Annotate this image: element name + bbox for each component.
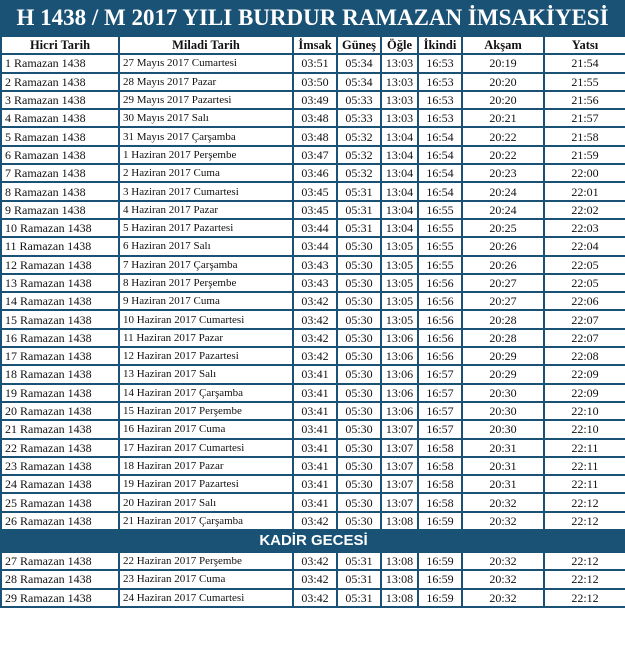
table-row — [1, 54, 625, 72]
table-cell: 13:04 — [381, 127, 418, 145]
table-cell: 14 Ramazan 1438 — [1, 292, 119, 310]
table-cell: 22:11 — [544, 439, 625, 457]
table-cell: 22:09 — [544, 365, 625, 383]
table-cell: 22 Ramazan 1438 — [1, 439, 119, 457]
table-cell: 03:48 — [293, 109, 337, 127]
table-row — [1, 292, 625, 310]
table-cell: 03:45 — [293, 182, 337, 200]
table-cell: 20:32 — [462, 589, 544, 607]
table-cell: 22:12 — [544, 552, 625, 570]
table-cell: 20:32 — [462, 552, 544, 570]
table-cell: 13:04 — [381, 219, 418, 237]
table-cell: 03:41 — [293, 475, 337, 493]
table-cell: 23 Ramazan 1438 — [1, 457, 119, 475]
table-row — [1, 512, 625, 530]
table-cell: 13:06 — [381, 384, 418, 402]
table-cell: 20:27 — [462, 274, 544, 292]
table-cell: 20:19 — [462, 54, 544, 72]
table-cell: 23 Haziran 2017 Cuma — [119, 570, 293, 588]
table-cell: 03:42 — [293, 329, 337, 347]
table-cell: 13:03 — [381, 109, 418, 127]
table-cell: 2 Haziran 2017 Cuma — [119, 164, 293, 182]
table-row — [1, 219, 625, 237]
table-cell: 16:58 — [418, 439, 462, 457]
table-cell: 13:07 — [381, 493, 418, 511]
table-row — [1, 109, 625, 127]
table-cell: 22:11 — [544, 475, 625, 493]
table-cell: 17 Haziran 2017 Cumartesi — [119, 439, 293, 457]
table-cell: 16:56 — [418, 274, 462, 292]
table-row — [1, 237, 625, 255]
table-row — [1, 256, 625, 274]
table-cell: 13:07 — [381, 420, 418, 438]
table-cell: 16:54 — [418, 127, 462, 145]
table-cell: 16:53 — [418, 91, 462, 109]
table-cell: 03:45 — [293, 201, 337, 219]
table-cell: 16:59 — [418, 552, 462, 570]
table-row — [1, 329, 625, 347]
table-cell: 03:51 — [293, 54, 337, 72]
band-label: KADİR GECESİ — [1, 530, 625, 552]
table-cell: 16:57 — [418, 420, 462, 438]
table-cell: 16:55 — [418, 201, 462, 219]
header-ikindi: İkindi — [418, 36, 462, 54]
table-cell: 19 Ramazan 1438 — [1, 384, 119, 402]
table-cell: 05:30 — [337, 512, 381, 530]
table-cell: 05:30 — [337, 274, 381, 292]
header-ogle: Öğle — [381, 36, 418, 54]
table-cell: 20:29 — [462, 365, 544, 383]
table-cell: 13:08 — [381, 570, 418, 588]
table-cell: 05:30 — [337, 439, 381, 457]
table-cell: 16:57 — [418, 384, 462, 402]
table-cell: 05:30 — [337, 420, 381, 438]
table-cell: 20:22 — [462, 146, 544, 164]
table-cell: 13:03 — [381, 73, 418, 91]
table-cell: 20:32 — [462, 512, 544, 530]
table-cell: 03:41 — [293, 402, 337, 420]
table-cell: 16:54 — [418, 146, 462, 164]
table-cell: 4 Haziran 2017 Pazar — [119, 201, 293, 219]
table-cell: 03:47 — [293, 146, 337, 164]
header-yatsi: Yatsı — [544, 36, 625, 54]
table-cell: 5 Haziran 2017 Pazartesi — [119, 219, 293, 237]
table-cell: 8 Ramazan 1438 — [1, 182, 119, 200]
table-cell: 20:24 — [462, 201, 544, 219]
table-cell: 03:41 — [293, 420, 337, 438]
table-cell: 22:02 — [544, 201, 625, 219]
table-row — [1, 475, 625, 493]
table-cell: 13:06 — [381, 402, 418, 420]
table-cell: 05:30 — [337, 384, 381, 402]
table-row — [1, 570, 625, 588]
table-cell: 22:03 — [544, 219, 625, 237]
table-cell: 22:05 — [544, 274, 625, 292]
table-row — [1, 127, 625, 145]
table-cell: 22:05 — [544, 256, 625, 274]
table-cell: 13:07 — [381, 475, 418, 493]
table-cell: 16:59 — [418, 570, 462, 588]
table-cell: 16:54 — [418, 164, 462, 182]
table-cell: 05:30 — [337, 493, 381, 511]
table-cell: 03:43 — [293, 274, 337, 292]
kadir-gecesi-band — [1, 530, 625, 552]
table-cell: 16:53 — [418, 54, 462, 72]
table-row — [1, 310, 625, 328]
header-gunes: Güneş — [337, 36, 381, 54]
table-cell: 20:20 — [462, 73, 544, 91]
table-cell: 16:57 — [418, 365, 462, 383]
table-cell: 20:31 — [462, 457, 544, 475]
table-cell: 20 Ramazan 1438 — [1, 402, 119, 420]
table-cell: 13:05 — [381, 237, 418, 255]
table-cell: 19 Haziran 2017 Pazartesi — [119, 475, 293, 493]
table-cell: 03:42 — [293, 589, 337, 607]
table-cell: 05:30 — [337, 365, 381, 383]
table-cell: 16 Ramazan 1438 — [1, 329, 119, 347]
table-cell: 22:11 — [544, 457, 625, 475]
table-cell: 4 Ramazan 1438 — [1, 109, 119, 127]
table-cell: 05:31 — [337, 570, 381, 588]
table-cell: 13:06 — [381, 365, 418, 383]
table-cell: 21:56 — [544, 91, 625, 109]
table-cell: 05:32 — [337, 164, 381, 182]
table-cell: 05:30 — [337, 475, 381, 493]
table-cell: 14 Haziran 2017 Çarşamba — [119, 384, 293, 402]
table-cell: 22:12 — [544, 570, 625, 588]
table-cell: 05:34 — [337, 54, 381, 72]
table-cell: 12 Ramazan 1438 — [1, 256, 119, 274]
table-cell: 20:22 — [462, 127, 544, 145]
table-cell: 13:04 — [381, 201, 418, 219]
table-cell: 20:20 — [462, 91, 544, 109]
table-cell: 03:41 — [293, 439, 337, 457]
table-cell: 16:55 — [418, 219, 462, 237]
table-cell: 24 Haziran 2017 Cumartesi — [119, 589, 293, 607]
table-cell: 12 Haziran 2017 Pazartesi — [119, 347, 293, 365]
table-cell: 22:10 — [544, 402, 625, 420]
table-cell: 03:44 — [293, 219, 337, 237]
table-cell: 13:06 — [381, 329, 418, 347]
table-cell: 2 Ramazan 1438 — [1, 73, 119, 91]
table-row — [1, 274, 625, 292]
table-cell: 03:42 — [293, 310, 337, 328]
table-cell: 28 Mayıs 2017 Pazar — [119, 73, 293, 91]
table-cell: 16:56 — [418, 329, 462, 347]
table-cell: 8 Haziran 2017 Perşembe — [119, 274, 293, 292]
table-cell: 13:08 — [381, 512, 418, 530]
table-cell: 16 Haziran 2017 Cuma — [119, 420, 293, 438]
table-row — [1, 164, 625, 182]
table-cell: 21:54 — [544, 54, 625, 72]
table-row — [1, 493, 625, 511]
table-cell: 26 Ramazan 1438 — [1, 512, 119, 530]
table-cell: 13:04 — [381, 182, 418, 200]
table-cell: 03:41 — [293, 493, 337, 511]
table-row — [1, 384, 625, 402]
table-cell: 20:28 — [462, 310, 544, 328]
page-title: H 1438 / M 2017 YILI BURDUR RAMAZAN İMSAKİYESİ — [0, 0, 625, 35]
table-cell: 05:30 — [337, 310, 381, 328]
table-cell: 20:25 — [462, 219, 544, 237]
table-cell: 03:50 — [293, 73, 337, 91]
table-cell: 7 Ramazan 1438 — [1, 164, 119, 182]
table-cell: 20:23 — [462, 164, 544, 182]
table-cell: 05:30 — [337, 256, 381, 274]
table-cell: 18 Haziran 2017 Pazar — [119, 457, 293, 475]
header-miladi: Miladi Tarih — [119, 36, 293, 54]
table-cell: 29 Ramazan 1438 — [1, 589, 119, 607]
table-cell: 05:31 — [337, 201, 381, 219]
table-row — [1, 347, 625, 365]
table-row — [1, 201, 625, 219]
rows-before — [1, 54, 625, 530]
table-cell: 15 Haziran 2017 Perşembe — [119, 402, 293, 420]
table-cell: 17 Ramazan 1438 — [1, 347, 119, 365]
table-cell: 18 Ramazan 1438 — [1, 365, 119, 383]
table-cell: 05:34 — [337, 73, 381, 91]
table-cell: 22:08 — [544, 347, 625, 365]
table-cell: 13:07 — [381, 457, 418, 475]
table-cell: 13:08 — [381, 589, 418, 607]
table-cell: 25 Ramazan 1438 — [1, 493, 119, 511]
table-cell: 20:26 — [462, 237, 544, 255]
table-cell: 3 Ramazan 1438 — [1, 91, 119, 109]
table-cell: 16:55 — [418, 256, 462, 274]
header-imsak: İmsak — [293, 36, 337, 54]
table-cell: 05:33 — [337, 109, 381, 127]
table-cell: 22:04 — [544, 237, 625, 255]
table-cell: 20:32 — [462, 493, 544, 511]
table-cell: 6 Ramazan 1438 — [1, 146, 119, 164]
table-cell: 13:04 — [381, 146, 418, 164]
table-cell: 9 Haziran 2017 Cuma — [119, 292, 293, 310]
table-cell: 05:30 — [337, 292, 381, 310]
table-cell: 03:49 — [293, 91, 337, 109]
table-row — [1, 402, 625, 420]
table-cell: 22:12 — [544, 493, 625, 511]
table-cell: 28 Ramazan 1438 — [1, 570, 119, 588]
table-cell: 3 Haziran 2017 Cumartesi — [119, 182, 293, 200]
table-cell: 31 Mayıs 2017 Çarşamba — [119, 127, 293, 145]
table-cell: 05:32 — [337, 127, 381, 145]
table-cell: 13:05 — [381, 256, 418, 274]
table-cell: 16:56 — [418, 347, 462, 365]
table-cell: 05:31 — [337, 219, 381, 237]
table-row — [1, 552, 625, 570]
table-row — [1, 365, 625, 383]
table-cell: 03:42 — [293, 552, 337, 570]
table-cell: 16:55 — [418, 237, 462, 255]
table-cell: 20:31 — [462, 439, 544, 457]
table-cell: 05:30 — [337, 402, 381, 420]
table-cell: 03:41 — [293, 365, 337, 383]
table-cell: 11 Haziran 2017 Pazar — [119, 329, 293, 347]
table-cell: 05:30 — [337, 457, 381, 475]
table-cell: 16:53 — [418, 109, 462, 127]
table-row — [1, 73, 625, 91]
table-cell: 03:46 — [293, 164, 337, 182]
table-cell: 05:31 — [337, 182, 381, 200]
table-cell: 03:42 — [293, 347, 337, 365]
header-row — [1, 36, 625, 54]
table-cell: 16:57 — [418, 402, 462, 420]
table-cell: 13 Haziran 2017 Salı — [119, 365, 293, 383]
table-cell: 05:30 — [337, 237, 381, 255]
table-cell: 10 Haziran 2017 Cumartesi — [119, 310, 293, 328]
table-cell: 13:06 — [381, 347, 418, 365]
table-cell: 21:58 — [544, 127, 625, 145]
table-cell: 22:09 — [544, 384, 625, 402]
table-cell: 13:05 — [381, 292, 418, 310]
table-cell: 16:58 — [418, 475, 462, 493]
table-cell: 20:32 — [462, 570, 544, 588]
table-cell: 22:12 — [544, 512, 625, 530]
header-aksam: Akşam — [462, 36, 544, 54]
table-row — [1, 91, 625, 109]
table-cell: 22:07 — [544, 310, 625, 328]
table-cell: 13:07 — [381, 439, 418, 457]
table-cell: 10 Ramazan 1438 — [1, 219, 119, 237]
table-cell: 20:30 — [462, 384, 544, 402]
table-cell: 22:12 — [544, 589, 625, 607]
table-cell: 05:33 — [337, 91, 381, 109]
table-cell: 29 Mayıs 2017 Pazartesi — [119, 91, 293, 109]
table-cell: 27 Mayıs 2017 Cumartesi — [119, 54, 293, 72]
table-cell: 03:48 — [293, 127, 337, 145]
table-cell: 16:58 — [418, 493, 462, 511]
table-cell: 03:44 — [293, 237, 337, 255]
table-cell: 22:00 — [544, 164, 625, 182]
table-cell: 27 Ramazan 1438 — [1, 552, 119, 570]
table-cell: 22 Haziran 2017 Perşembe — [119, 552, 293, 570]
table-cell: 05:30 — [337, 329, 381, 347]
table-cell: 20 Haziran 2017 Salı — [119, 493, 293, 511]
table-cell: 03:41 — [293, 457, 337, 475]
table-cell: 21:57 — [544, 109, 625, 127]
table-cell: 22:10 — [544, 420, 625, 438]
table-cell: 21:59 — [544, 146, 625, 164]
table-cell: 03:41 — [293, 384, 337, 402]
table-cell: 20:29 — [462, 347, 544, 365]
table-row — [1, 457, 625, 475]
table-cell: 22:06 — [544, 292, 625, 310]
table-row — [1, 589, 625, 607]
table-cell: 20:24 — [462, 182, 544, 200]
table-cell: 03:42 — [293, 292, 337, 310]
table-cell: 20:27 — [462, 292, 544, 310]
table-cell: 20:28 — [462, 329, 544, 347]
table-cell: 05:32 — [337, 146, 381, 164]
table-cell: 13:03 — [381, 91, 418, 109]
table-cell: 05:30 — [337, 347, 381, 365]
table-cell: 13:05 — [381, 274, 418, 292]
imsakiye-table — [0, 35, 625, 608]
table-cell: 5 Ramazan 1438 — [1, 127, 119, 145]
table-cell: 16:54 — [418, 182, 462, 200]
table-cell: 16:56 — [418, 310, 462, 328]
table-cell: 20:30 — [462, 420, 544, 438]
table-cell: 03:42 — [293, 570, 337, 588]
table-cell: 11 Ramazan 1438 — [1, 237, 119, 255]
table-cell: 05:31 — [337, 589, 381, 607]
table-cell: 20:31 — [462, 475, 544, 493]
table-cell: 9 Ramazan 1438 — [1, 201, 119, 219]
table-cell: 16:59 — [418, 512, 462, 530]
header-hicri: Hicri Tarih — [1, 36, 119, 54]
table-cell: 16:56 — [418, 292, 462, 310]
rows-after — [1, 552, 625, 607]
table-cell: 16:53 — [418, 73, 462, 91]
table-cell: 15 Ramazan 1438 — [1, 310, 119, 328]
table-cell: 13:04 — [381, 164, 418, 182]
table-row — [1, 439, 625, 457]
table-cell: 13 Ramazan 1438 — [1, 274, 119, 292]
table-cell: 20:26 — [462, 256, 544, 274]
table-cell: 21 Haziran 2017 Çarşamba — [119, 512, 293, 530]
table-cell: 20:21 — [462, 109, 544, 127]
table-cell: 13:05 — [381, 310, 418, 328]
table-cell: 1 Haziran 2017 Perşembe — [119, 146, 293, 164]
table-cell: 03:43 — [293, 256, 337, 274]
table-cell: 13:03 — [381, 54, 418, 72]
table-cell: 22:07 — [544, 329, 625, 347]
table-cell: 6 Haziran 2017 Salı — [119, 237, 293, 255]
table-row — [1, 420, 625, 438]
table-cell: 21:55 — [544, 73, 625, 91]
table-cell: 13:08 — [381, 552, 418, 570]
table-row — [1, 182, 625, 200]
table-cell: 16:59 — [418, 589, 462, 607]
table-cell: 03:42 — [293, 512, 337, 530]
table-cell: 7 Haziran 2017 Çarşamba — [119, 256, 293, 274]
table-row — [1, 146, 625, 164]
table-cell: 30 Mayıs 2017 Salı — [119, 109, 293, 127]
table-cell: 1 Ramazan 1438 — [1, 54, 119, 72]
table-cell: 22:01 — [544, 182, 625, 200]
table-cell: 24 Ramazan 1438 — [1, 475, 119, 493]
table-cell: 21 Ramazan 1438 — [1, 420, 119, 438]
table-cell: 16:58 — [418, 457, 462, 475]
table-cell: 05:31 — [337, 552, 381, 570]
table-cell: 20:30 — [462, 402, 544, 420]
